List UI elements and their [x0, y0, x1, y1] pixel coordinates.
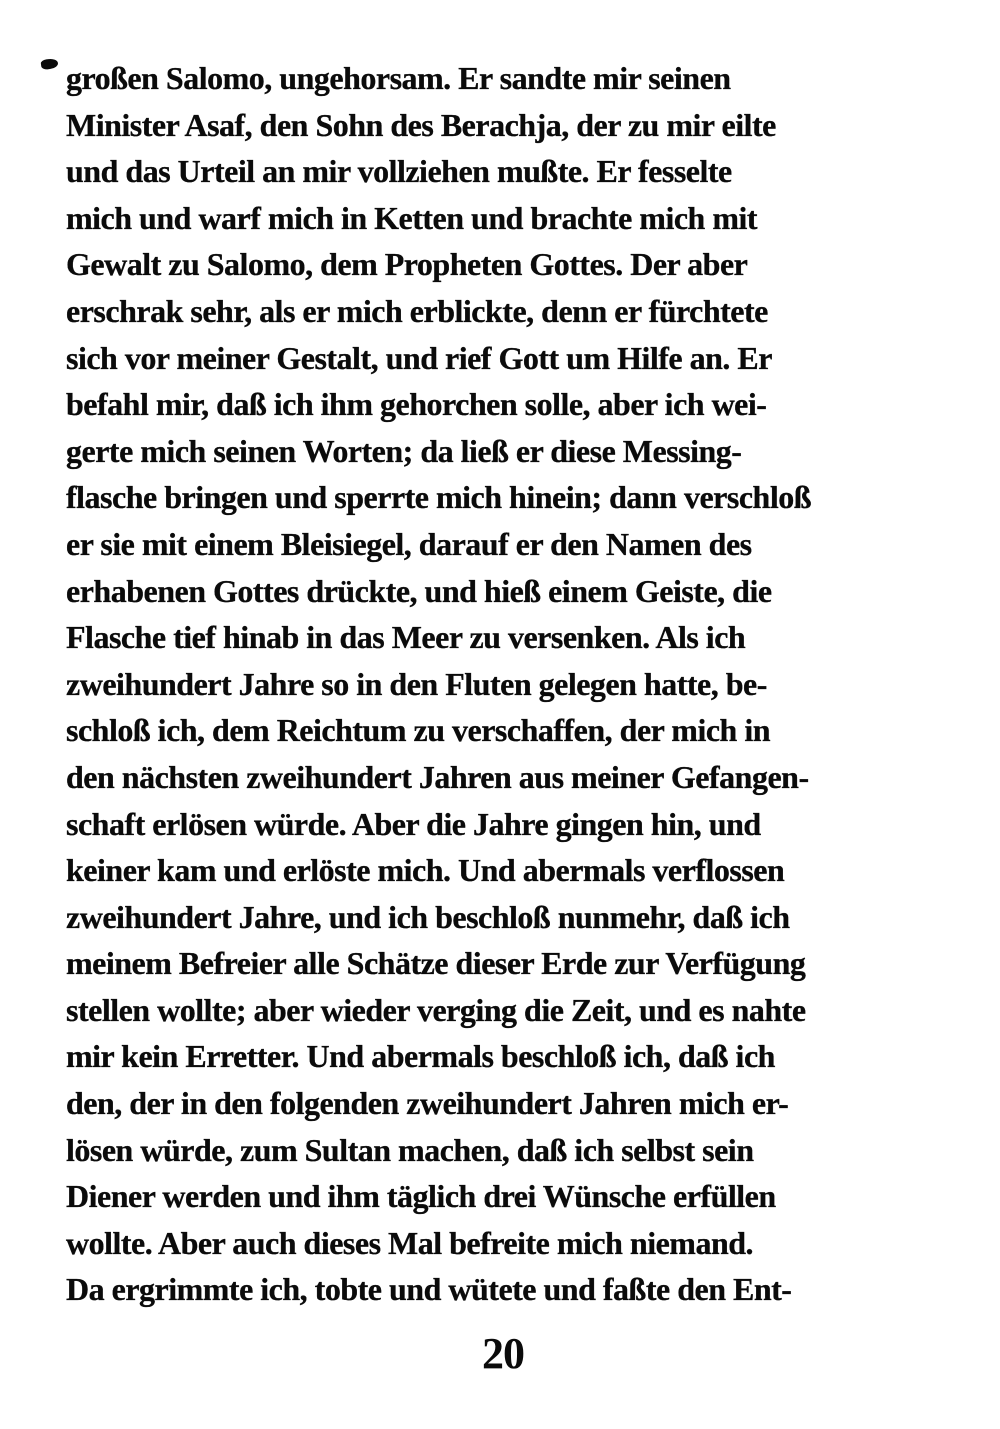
text-line: Minister Asaf, den Sohn des Berachja, der zu mir eilte [66, 106, 776, 143]
text-line: meinem Befreier alle Schätze dieser Erde zur Verfügung [66, 945, 806, 982]
text-line: erschrak sehr, als er mich erblickte, denn er fürchtete [66, 292, 768, 329]
text-line: schloß ich, dem Reichtum zu verschaffen, der mich in [66, 712, 771, 749]
text-line: zweihundert Jahre, und ich beschloß nunmehr, daß ich [66, 898, 790, 935]
text-line: den nächsten zweihundert Jahren aus meiner Gefangen- [66, 758, 809, 795]
text-line: großen Salomo, ungehorsam. Er sandte mir seinen [66, 60, 731, 96]
text-line: zweihundert Jahre so in den Fluten gelegen hatte, be- [66, 665, 767, 702]
text-line: sich vor meiner Gestalt, und rief Gott um Hilfe an. Er [66, 339, 772, 376]
body-text [66, 55, 940, 1313]
text-line: flasche bringen und sperrte mich hinein; dann verschloß [66, 479, 812, 516]
text-line: Flasche tief hinab in das Meer zu versenken. Als ich [66, 619, 746, 656]
text-line: erhabenen Gottes drückte, und hieß einem Geiste, die [66, 572, 772, 609]
text-line: Diener werden und ihm täglich drei Wünsche erfüllen [66, 1178, 776, 1215]
text-line: mich und warf mich in Ketten und brachte mich mit [66, 199, 758, 236]
text-line: lösen würde, zum Sultan machen, daß ich selbst sein [66, 1131, 754, 1168]
text-line: stellen wollte; aber wieder verging die Zeit, und es nahte [66, 991, 806, 1028]
text-line: gerte mich seinen Worten; da ließ er diese Messing- [66, 432, 742, 469]
text-line: wollte. Aber auch dieses Mal befreite mich niemand. [66, 1224, 754, 1261]
text-line: er sie mit einem Bleisiegel, darauf er den Namen des [66, 525, 752, 562]
text-line: den, der in den folgenden zweihundert Jahren mich er- [66, 1085, 789, 1122]
text-line: und das Urteil an mir vollziehen mußte. Er fesselte [66, 153, 732, 190]
text-line: mir kein Erretter. Und abermals beschloß ich, daß ich [66, 1038, 775, 1075]
page-number: 20 [482, 1329, 524, 1378]
text-line: Da ergrimmte ich, tobte und wütete und faßte den Ent- [66, 1271, 792, 1308]
text-line: befahl mir, daß ich ihm gehorchen solle, aber ich wei- [66, 386, 767, 423]
text-line: keiner kam und erlöste mich. Und abermals verflossen [66, 852, 785, 889]
text-line: Gewalt zu Salomo, dem Propheten Gottes. Der aber [66, 246, 748, 283]
text-line: schaft erlösen würde. Aber die Jahre gingen hin, und [66, 805, 761, 842]
scan-ink-speck [40, 58, 58, 70]
